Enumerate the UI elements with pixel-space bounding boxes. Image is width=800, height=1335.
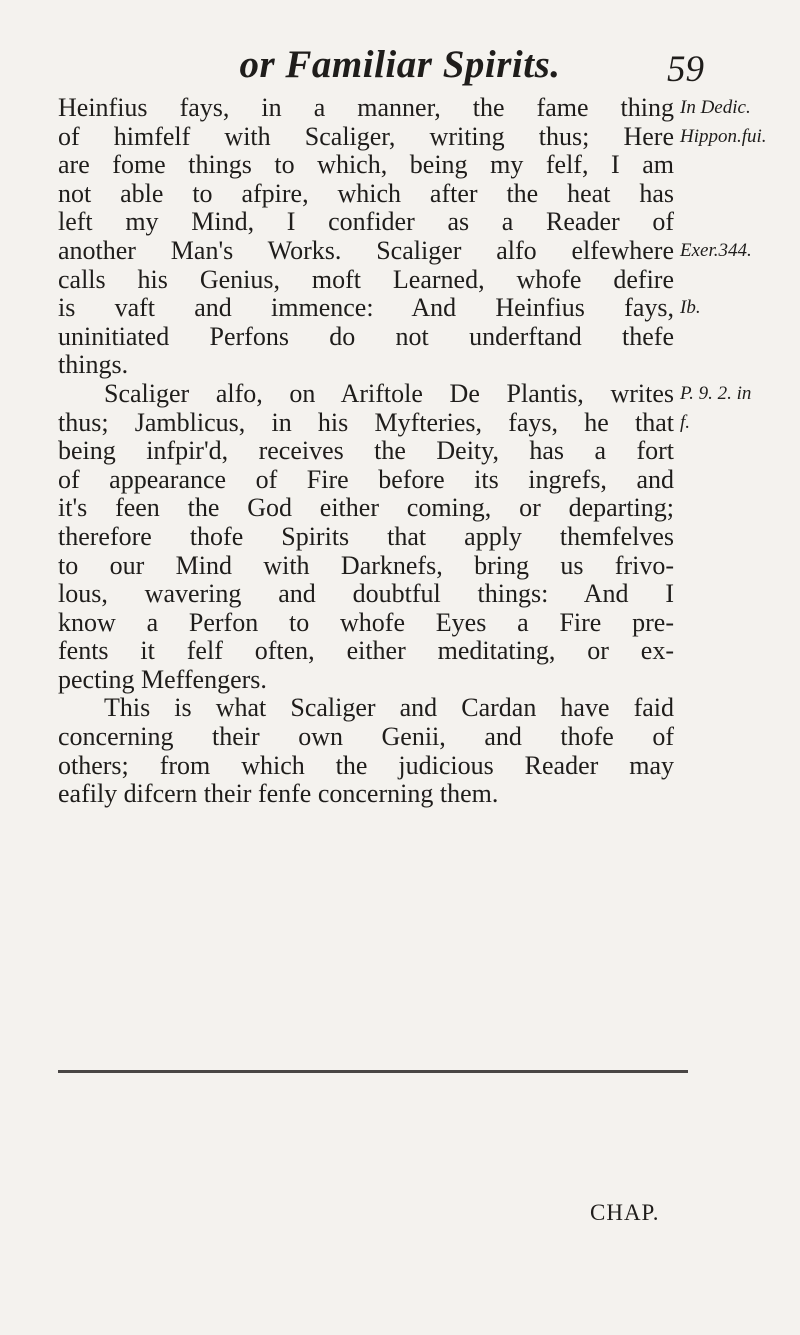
text-line: another Man's Works. Scaliger alfo elfewhere bbox=[58, 236, 674, 265]
text-line: therefore thofe Spirits that apply themfelves bbox=[58, 522, 674, 551]
body-text bbox=[58, 94, 674, 809]
text-line: it's feen the God either coming, or departing; bbox=[58, 494, 674, 523]
text-line: thus; Jamblicus, in his Myfteries, fays, he that bbox=[58, 408, 674, 437]
margin-note: Ib. bbox=[680, 297, 701, 319]
text-line: things. bbox=[58, 351, 129, 380]
margin-note: Hippon.fui. bbox=[680, 125, 767, 147]
text-line: to our Mind with Darknefs, bring us frivo- bbox=[58, 551, 674, 580]
text-line: are fome things to which, being my felf, I am bbox=[58, 151, 674, 180]
text-line: Scaliger alfo, on Ariftole De Plantis, writes bbox=[104, 379, 674, 408]
running-head bbox=[0, 22, 800, 90]
section-rule bbox=[58, 1070, 688, 1073]
margin-note: Exer.344. bbox=[680, 240, 752, 261]
text-line: pecting Meffengers. bbox=[58, 665, 267, 694]
text-line: not able to afpire, which after the heat has bbox=[58, 179, 674, 208]
running-title: or Familiar Spirits. bbox=[239, 43, 561, 86]
margin-note: f. bbox=[680, 411, 691, 433]
text-line: others; from which the judicious Reader may bbox=[58, 751, 674, 780]
margin-note: P. 9. 2. in bbox=[680, 383, 752, 404]
text-line: eafily difcern their fenfe concerning them. bbox=[58, 780, 499, 809]
text-line: left my Mind, I confider as a Reader of bbox=[58, 208, 674, 237]
text-line: know a Perfon to whofe Eyes a Fire pre- bbox=[58, 608, 674, 637]
text-line: Heinfius fays, in a manner, the fame thing bbox=[58, 94, 674, 122]
text-line: uninitiated Perfons do not underftand thefe bbox=[58, 322, 674, 351]
text-line: lous, wavering and doubtful things: And I bbox=[58, 580, 674, 609]
page-number: 59 bbox=[667, 49, 704, 90]
text-line: of himfelf with Scaliger, writing thus; Here bbox=[58, 122, 674, 151]
margin-note: In Dedic. bbox=[680, 97, 751, 118]
text-line: of appearance of Fire before its ingrefs, and bbox=[58, 465, 674, 494]
text-line: concerning their own Genii, and thofe of bbox=[58, 723, 674, 752]
text-line: This is what Scaliger and Cardan have faid bbox=[104, 694, 674, 723]
text-line: calls his Genius, moft Learned, whofe defire bbox=[58, 265, 674, 294]
text-line: being infpir'd, receives the Deity, has a fort bbox=[58, 437, 674, 466]
catchword: CHAP. bbox=[590, 1200, 660, 1225]
text-line: fents it felf often, either meditating, or ex- bbox=[58, 637, 674, 666]
text-line: is vaft and immence: And Heinfius fays, bbox=[58, 294, 674, 323]
